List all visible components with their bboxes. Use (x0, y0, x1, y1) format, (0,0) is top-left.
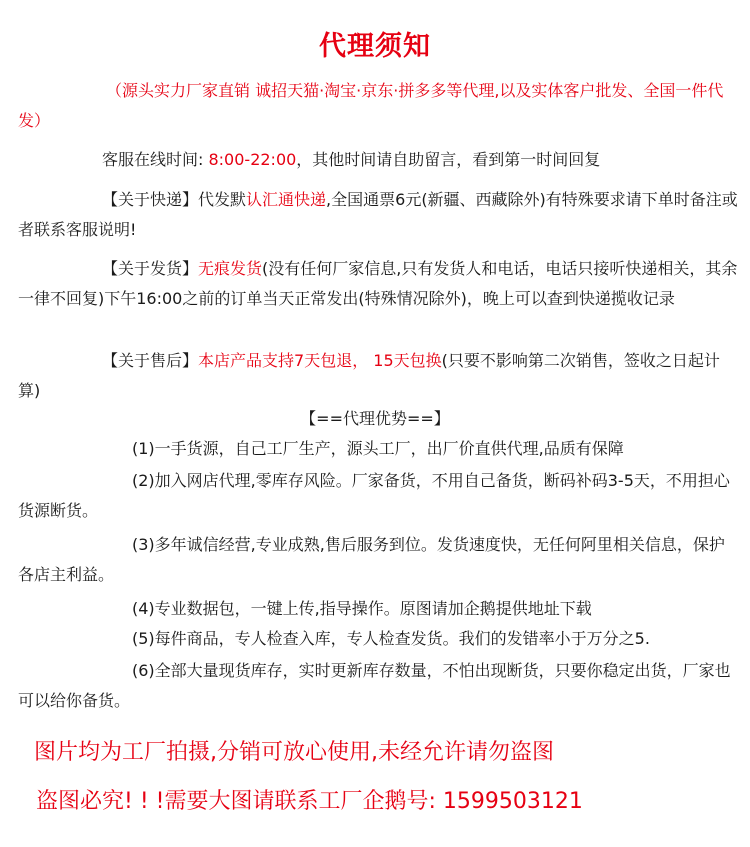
advantage-item: (6)全部大量现货库存，实时更新库存数量，不怕出现断货，只要你稳定出货，厂家也可以给你备货。 (18, 661, 731, 710)
express-section (18, 185, 740, 245)
advantage-item: (3)多年诚信经营,专业成熟,售后服务到位。发货速度快，无任何阿里相关信息，保护各店主利益。 (18, 535, 725, 584)
aftersale-text: (只要不影响第二次销售，签收之日起计算) (18, 351, 720, 400)
advantage-item: (1)一手货源，自己工厂生产，源头工厂，出厂价直供代理,品质有保障 (132, 439, 624, 458)
aftersale-highlight: 本店产品支持7天包退， 15天包换 (198, 351, 442, 370)
copyright-notice-line-1: 图片均为工厂拍摄,分销可放心使用,未经允许请勿盗图 (34, 740, 554, 765)
shipping-label: 【关于发货】 (102, 259, 199, 278)
intro-text: （源头实力厂家直销 诚招天猫·淘宝·京东·拼多多等代理,以及实体客户批发、全国一件代发） (18, 81, 724, 130)
express-label: 【关于快递】 (102, 190, 199, 209)
shipping-text: (没有任何厂家信息,只有发货人和电话，电话只接听快递相关，其余一律不回复)下午16:00之前的订单当天正常发出(特殊情况除外)，晚上可以查到快递揽收记录 (18, 259, 738, 308)
shipping-highlight: 无痕发货 (198, 259, 263, 278)
shipping-section (18, 254, 740, 314)
advantage-item: (2)加入网店代理,零库存风险。厂家备货，不用自己备货，断码补码3-5天，不用担心货源断货。 (18, 471, 730, 520)
advantages-title: 【==代理优势==】 (300, 409, 450, 428)
express-highlight: 认汇通快递 (246, 190, 327, 209)
advantage-item: (4)专业数据包，一键上传,指导操作。原图请加企鹅提供地址下载 (132, 599, 592, 618)
aftersale-section (18, 346, 740, 406)
express-text-1: 代发默 (198, 190, 247, 209)
advantage-item: (5)每件商品，专人检查入库，专人检查发货。我们的发错率小于万分之5. (132, 629, 650, 648)
copyright-notice-line-2: 盗图必究! ! !需要大图请联系工厂企鹅号: 1599503121 (36, 789, 583, 814)
service-hours-prefix: 客服在线时间: (102, 150, 209, 169)
service-hours (18, 145, 740, 175)
aftersale-label: 【关于售后】 (102, 351, 199, 370)
page-title: 代理须知 (319, 31, 431, 62)
service-hours-suffix: ，其他时间请自助留言，看到第一时间回复 (296, 150, 601, 169)
express-text-2: ,全国通票6元(新疆、西藏除外)有特殊要求请下单时备注或者联系客服说明! (18, 190, 738, 239)
service-hours-time: 8:00-22:00 (208, 150, 297, 169)
